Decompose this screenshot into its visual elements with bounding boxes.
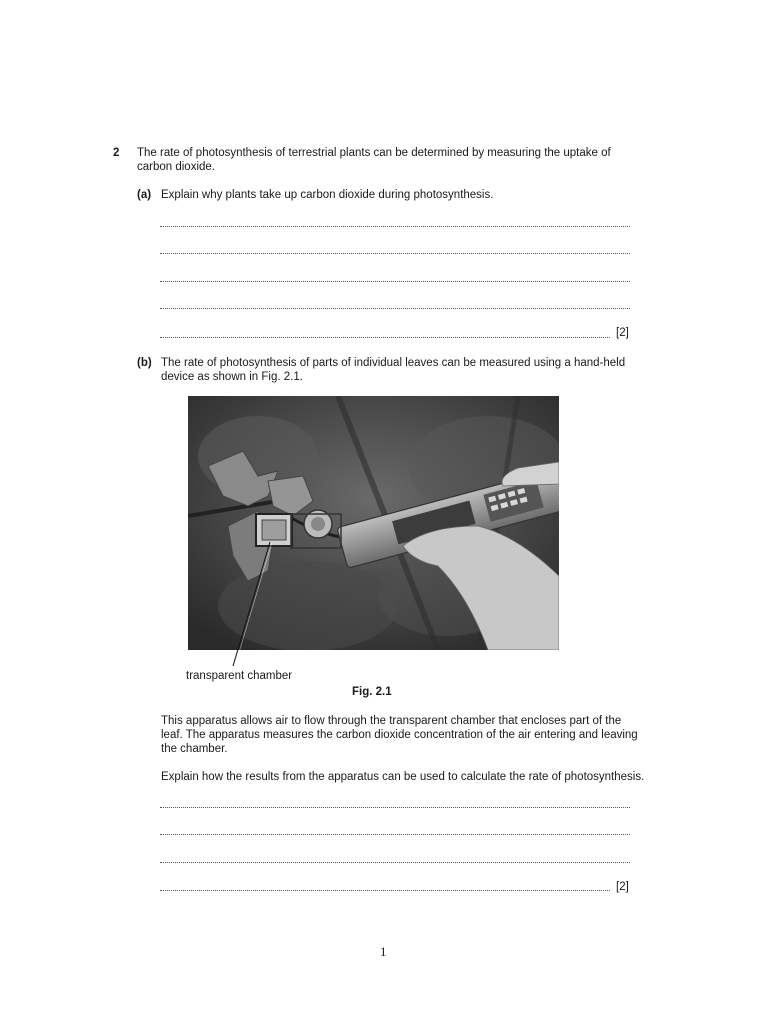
page-number: 1 [380,944,387,959]
question-number: 2 [113,147,120,159]
question-intro-line2: carbon dioxide. [137,161,215,173]
answer-line-a1[interactable] [160,226,630,227]
apparatus-paragraph [161,714,641,756]
part-a-marks: [2] [616,327,629,339]
part-b-question [161,356,641,384]
part-b-label: (b) [137,357,152,369]
answer-line-b1[interactable] [160,807,630,808]
part-a-label: (a) [137,189,152,201]
part-b-line1: The rate of photosynthesis of parts of individual leaves can be measured using a hand-held [161,357,626,369]
apparatus-line1: This apparatus allows air to flow through the transparent chamber that encloses part of the [161,715,622,727]
answer-line-a5[interactable] [160,337,610,338]
figure-caption: Fig. 2.1 [352,686,392,698]
apparatus-line2: leaf. The apparatus measures the carbon dioxide concentration of the air entering and leaving [161,729,638,741]
part-b-explain: Explain how the results from the apparatus can be used to calculate the rate of photosynthesis. [161,771,645,783]
answer-line-b2[interactable] [160,834,630,835]
answer-line-a3[interactable] [160,281,630,282]
answer-line-b3[interactable] [160,862,630,863]
part-b-line2: device as shown in Fig. 2.1. [161,371,303,383]
question-intro [137,146,637,174]
part-b-marks: [2] [616,881,629,893]
apparatus-line3: the chamber. [161,743,228,755]
part-a-question: Explain why plants take up carbon dioxide during photosynthesis. [161,189,494,201]
answer-line-a2[interactable] [160,253,630,254]
answer-line-a4[interactable] [160,308,630,309]
question-intro-line1: The rate of photosynthesis of terrestrial plants can be determined by measuring the uptake of [137,147,611,159]
figure-annotation: transparent chamber [186,670,293,682]
answer-line-b4[interactable] [160,890,610,891]
figure-leader-line [225,540,275,670]
